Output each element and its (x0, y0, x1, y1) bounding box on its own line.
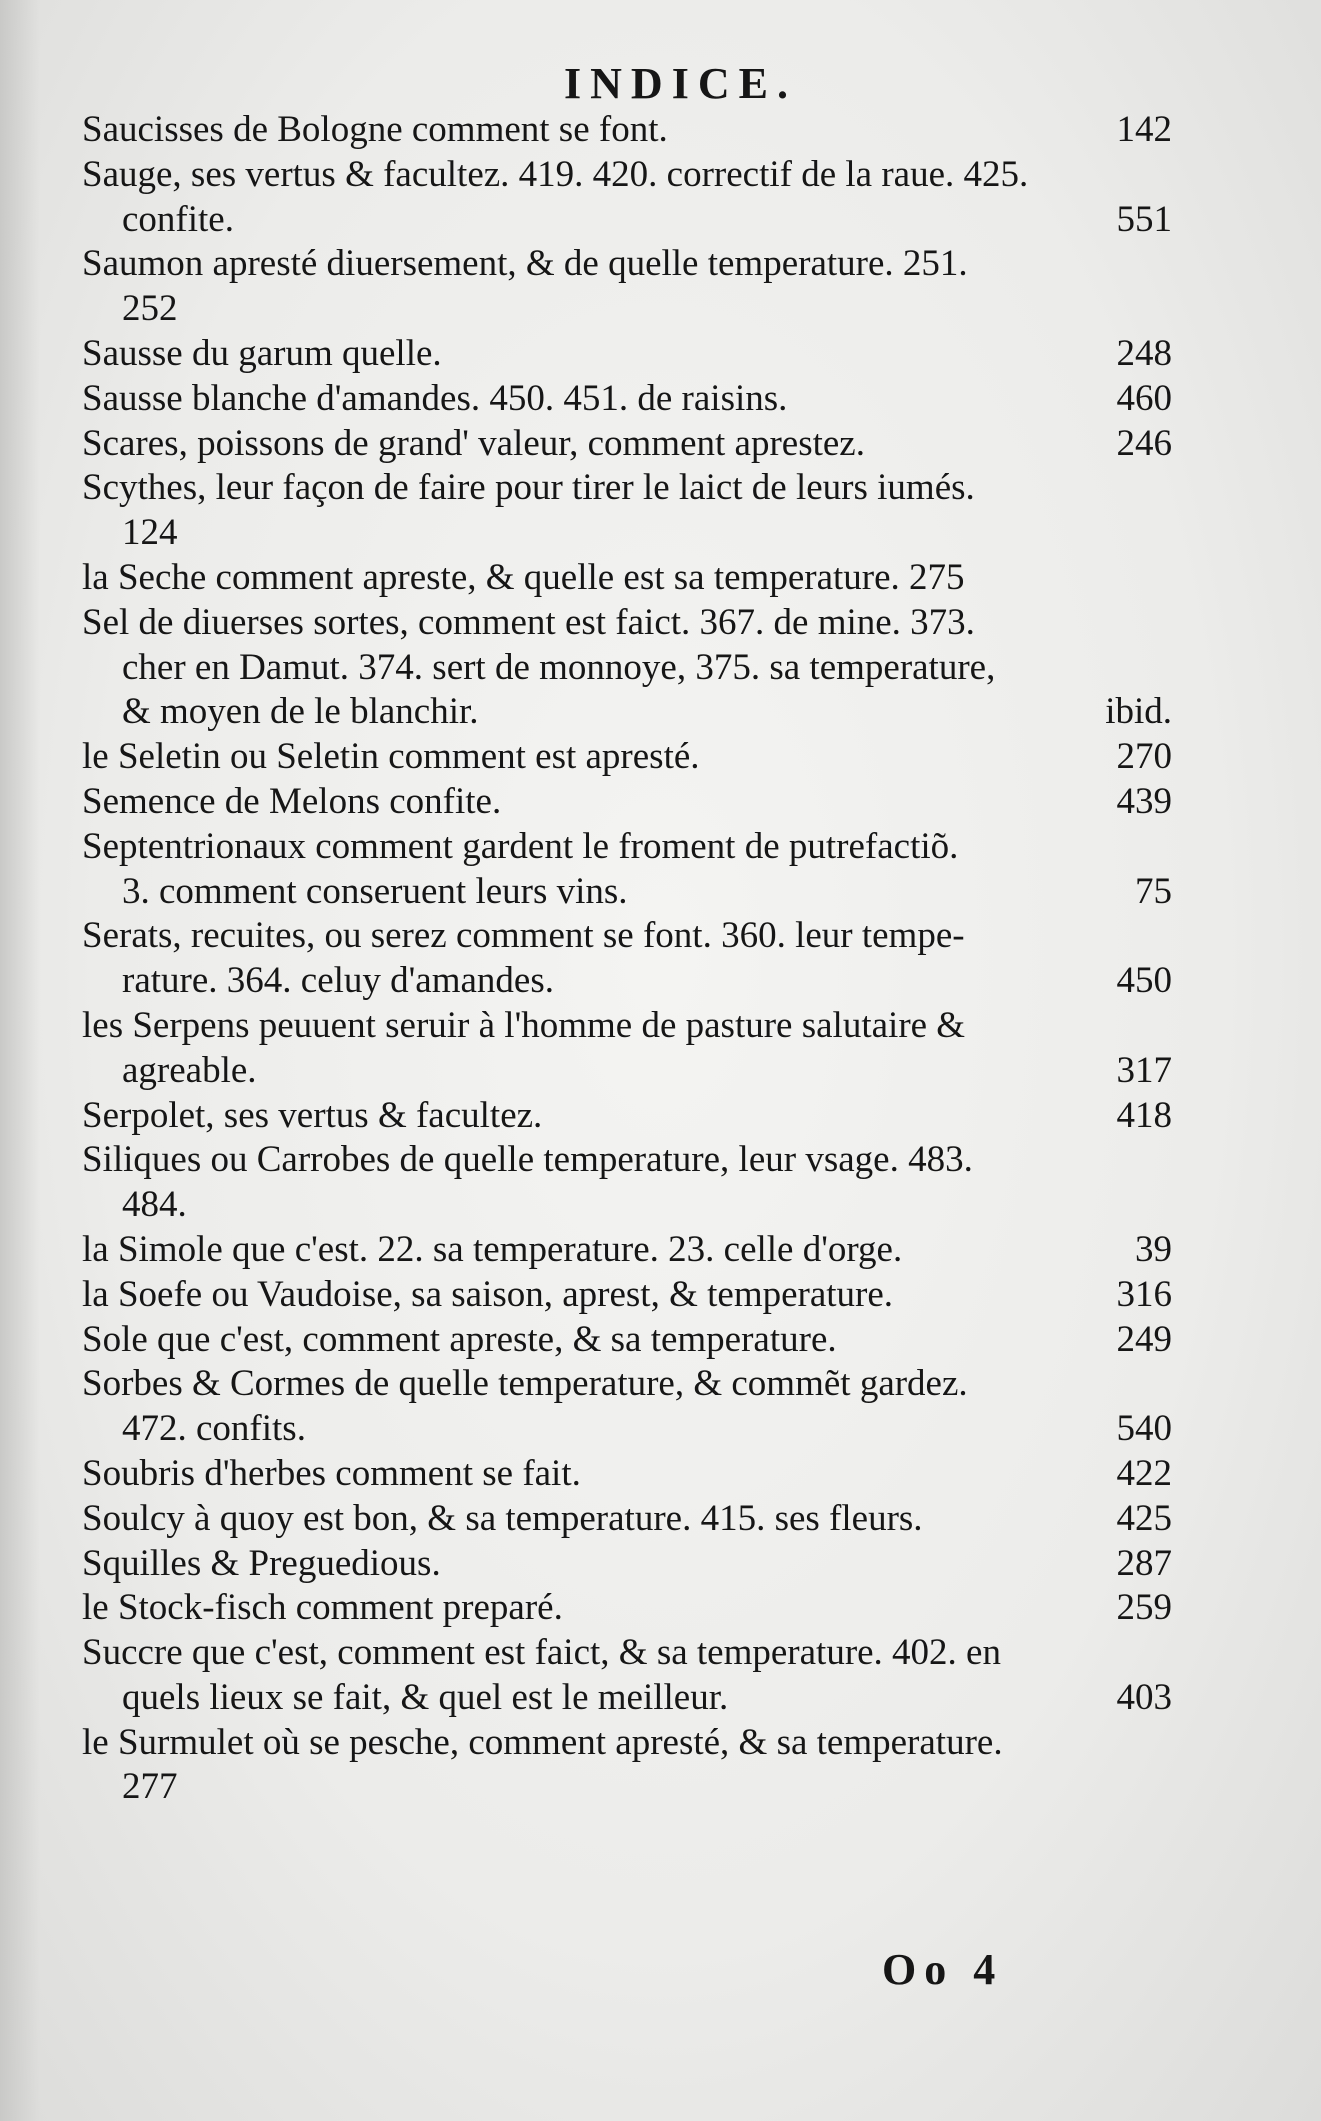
entry-page-number: 249 (1116, 1318, 1172, 1360)
index-entry (82, 1676, 1172, 1721)
index-entry (82, 1631, 1172, 1676)
entry-page-number (1158, 914, 1172, 959)
entry-page-number: 75 (1135, 870, 1172, 912)
entry-text: la Simole que c'est. 22. sa temperature. 23. celle d'orge. (82, 1228, 903, 1270)
entry-text: le Stock-fisch comment preparé. (82, 1587, 563, 1629)
entry-text: rature. 364. celuy d'amandes. (122, 960, 555, 1002)
index-entry (82, 1004, 1172, 1049)
entry-page-number (1158, 287, 1172, 332)
index-entry (82, 735, 1172, 780)
index-entry (82, 1721, 1172, 1766)
entry-text: Semence de Melons confite. (82, 780, 502, 822)
index-entry (82, 377, 1172, 422)
index-entry (82, 825, 1172, 870)
entry-text: le Surmulet où se pesche, comment apresté, & sa temperature. (82, 1721, 1003, 1763)
signature-mark: Oo 4 (882, 1945, 1004, 1994)
index-entry (82, 601, 1172, 646)
entry-text: & moyen de le blanchir. (122, 691, 479, 733)
entry-text: Sorbes & Cormes de quelle temperature, & commẽt gardez. (82, 1363, 968, 1405)
entry-page-number (1158, 153, 1172, 198)
index-entry (82, 1407, 1172, 1452)
entry-page-number (1158, 466, 1172, 511)
index-entry (82, 556, 1172, 601)
entry-page-number: 403 (1116, 1676, 1172, 1718)
entry-page-number (1158, 646, 1172, 691)
entry-page-number: 418 (1116, 1094, 1172, 1136)
index-entry (82, 242, 1172, 287)
index-entries (82, 108, 1172, 1810)
entry-text: Soubris d'herbes comment se fait. (82, 1452, 581, 1494)
entry-page-number (1158, 1004, 1172, 1049)
entry-text: Squilles & Preguedious. (82, 1542, 441, 1584)
entry-page-number (1158, 1138, 1172, 1183)
index-entry (82, 1273, 1172, 1318)
entry-page-number (1158, 1362, 1172, 1407)
index-entry (82, 153, 1172, 198)
index-entry (82, 780, 1172, 825)
entry-page-number: 270 (1116, 736, 1172, 778)
entry-page-number: 142 (1116, 109, 1172, 150)
entry-text: Sausse du garum quelle. (82, 332, 442, 374)
entry-text: Serats, recuites, ou serez comment se font. 360. leur tempe- (82, 915, 965, 957)
index-entry (82, 1542, 1172, 1587)
index-entry (82, 914, 1172, 959)
index-entry (82, 1183, 1172, 1228)
entry-page-number: 39 (1135, 1228, 1172, 1270)
entry-page-number: 246 (1116, 422, 1172, 464)
entry-text: agreable. (122, 1049, 257, 1091)
entry-page-number (1158, 1721, 1172, 1766)
index-entry (82, 959, 1172, 1004)
entry-page-number: ibid. (1105, 691, 1172, 733)
entry-page-number (1158, 556, 1172, 601)
entry-page-number: 425 (1116, 1497, 1172, 1539)
entry-page-number: 248 (1116, 332, 1172, 374)
entry-text: confite. (122, 198, 234, 240)
index-entry (82, 1452, 1172, 1497)
entry-text: Saucisses de Bologne comment se font. (82, 109, 668, 150)
entry-text: la Seche comment apreste, & quelle est sa temperature. 275 (82, 556, 965, 598)
index-entry (82, 287, 1172, 332)
entry-page-number: 540 (1116, 1408, 1172, 1450)
entry-text: Succre que c'est, comment est faict, & sa temperature. 402. en (82, 1632, 1001, 1674)
entry-page-number: 551 (1116, 198, 1172, 240)
entry-page-number: 450 (1116, 960, 1172, 1002)
index-entry (82, 1094, 1172, 1139)
index-entry (82, 332, 1172, 377)
entry-text: Sausse blanche d'amandes. 450. 451. de raisins. (82, 377, 788, 419)
entry-page-number: 439 (1116, 780, 1172, 822)
entry-text: cher en Damut. 374. sert de monnoye, 375. sa temperature, (122, 646, 996, 688)
entry-text: Sel de diuerses sortes, comment est faict. 367. de mine. 373. (82, 601, 975, 643)
index-entry (82, 511, 1172, 556)
entry-page-number (1158, 1183, 1172, 1228)
index-entry (82, 1049, 1172, 1094)
index-entry (82, 1228, 1172, 1273)
entry-text: Scares, poissons de grand' valeur, comment aprestez. (82, 422, 865, 464)
entry-text: 277 (122, 1766, 178, 1808)
entry-text: 124 (122, 512, 178, 554)
entry-page-number: 317 (1116, 1049, 1172, 1091)
entry-page-number (1158, 601, 1172, 646)
entry-text: 472. confits. (122, 1408, 306, 1450)
index-entry (82, 646, 1172, 691)
entry-text: 484. (122, 1184, 187, 1226)
entry-text: les Serpens peuuent seruir à l'homme de pasture salutaire & (82, 1004, 966, 1046)
page-title: INDICE. (564, 59, 797, 108)
entry-page-number (1158, 825, 1172, 870)
entry-page-number (1158, 1631, 1172, 1676)
index-entry (82, 1586, 1172, 1631)
index-entry (82, 1765, 1172, 1810)
index-entry (82, 870, 1172, 915)
entry-text: 252 (122, 288, 178, 330)
entry-text: la Soefe ou Vaudoise, sa saison, aprest, & temperature. (82, 1273, 894, 1315)
entry-text: Scythes, leur façon de faire pour tirer le laict de leurs iumés. (82, 467, 975, 509)
index-entry (82, 466, 1172, 511)
index-entry (82, 108, 1172, 153)
entry-page-number: 259 (1116, 1587, 1172, 1629)
entry-text: Soulcy à quoy est bon, & sa temperature. 415. ses fleurs. (82, 1497, 923, 1539)
entry-text: 3. comment conseruent leurs vins. (122, 870, 628, 912)
entry-page-number: 287 (1116, 1542, 1172, 1584)
index-entry (82, 1318, 1172, 1363)
entry-text: Siliques ou Carrobes de quelle temperature, leur vsage. 483. (82, 1139, 973, 1181)
index-entry (82, 422, 1172, 467)
entry-page-number: 316 (1116, 1273, 1172, 1315)
entry-page-number (1158, 242, 1172, 287)
index-entry (82, 198, 1172, 243)
entry-page-number: 460 (1116, 377, 1172, 419)
index-entry (82, 1362, 1172, 1407)
entry-text: Serpolet, ses vertus & facultez. (82, 1094, 543, 1136)
entry-text: Saumon apresté diuersement, & de quelle temperature. 251. (82, 243, 968, 285)
index-entry (82, 690, 1172, 735)
index-entry (82, 1138, 1172, 1183)
entry-text: quels lieux se fait, & quel est le meilleur. (122, 1676, 729, 1718)
index-entry (82, 1497, 1172, 1542)
entry-page-number (1158, 511, 1172, 556)
entry-page-number: 422 (1116, 1452, 1172, 1494)
entry-text: Sauge, ses vertus & facultez. 419. 420. correctif de la raue. 425. (82, 153, 1029, 195)
entry-text: Sole que c'est, comment apreste, & sa temperature. (82, 1318, 837, 1360)
entry-text: Septentrionaux comment gardent le froment de putrefactiõ. (82, 825, 959, 867)
entry-text: le Seletin ou Seletin comment est apresté. (82, 736, 700, 778)
entry-page-number (1158, 1765, 1172, 1810)
